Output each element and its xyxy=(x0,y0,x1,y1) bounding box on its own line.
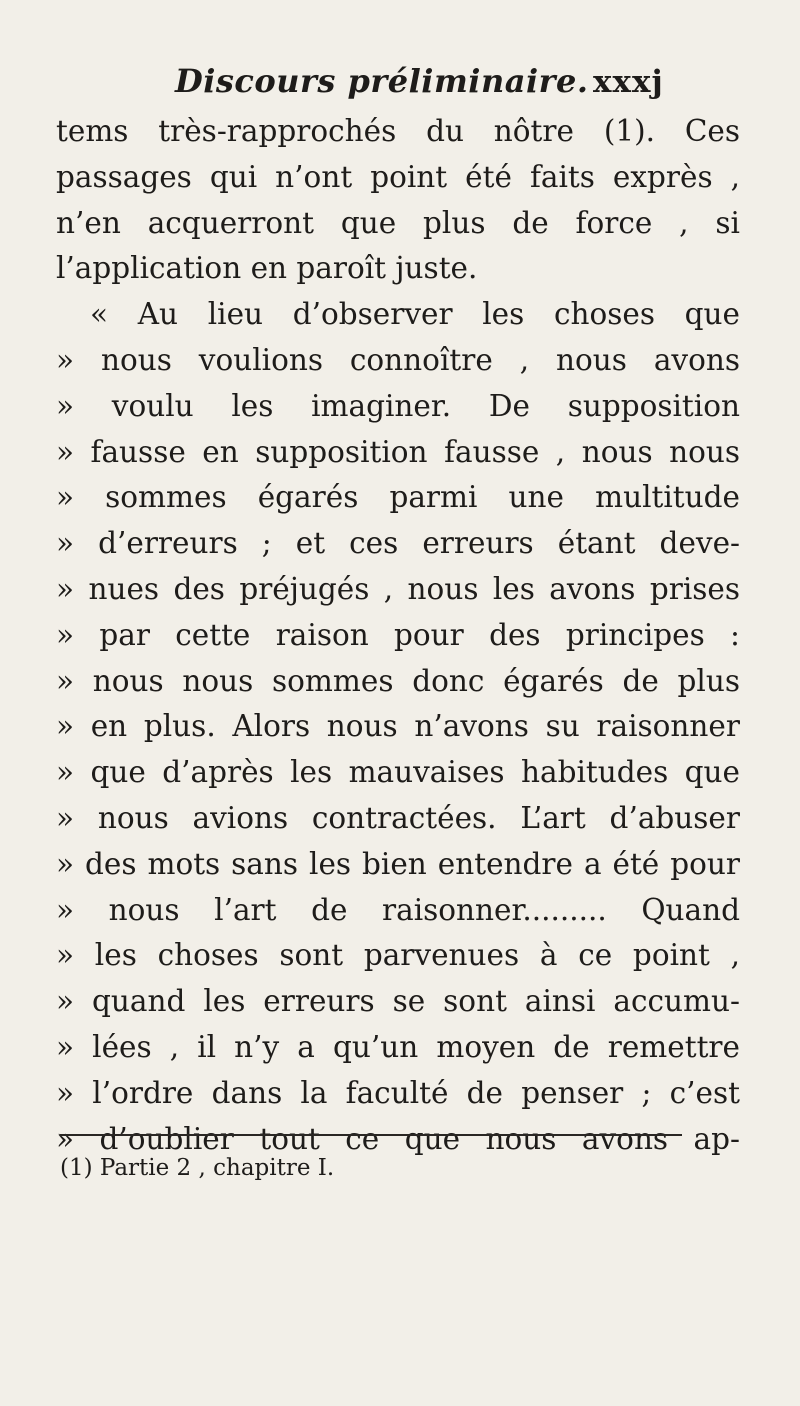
text-line: l’application en paroît juste. xyxy=(56,251,478,286)
quotation-line: » lées , il n’y a qu’un moyen de remettre xyxy=(56,1029,740,1064)
text-line: n’en acquerront que plus de force , si xyxy=(56,205,740,240)
quotation-line: » nous nous sommes donc égarés de plus xyxy=(56,663,740,698)
quotation-line: » par cette raison pour des principes : xyxy=(56,617,740,652)
quotation-line: « Au lieu d’observer les choses que xyxy=(90,297,740,332)
page-number: xxxj xyxy=(593,64,664,100)
text-line: passages qui n’ont point été faits exprès , xyxy=(56,159,740,194)
quotation-line: » sommes égarés parmi une multitude xyxy=(56,480,740,515)
quotation-line: » nous l’art de raisonner......... Quand xyxy=(56,892,740,927)
body-text xyxy=(56,109,740,1162)
quotation-line: » quand les erreurs se sont ainsi accumu- xyxy=(56,984,740,1019)
running-title: Discours préliminaire. xyxy=(175,62,589,100)
footnote-rule xyxy=(60,1134,682,1136)
quotation-line: » les choses sont parvenues à ce point , xyxy=(56,938,740,973)
quotation-line: » nues des préjugés , nous les avons prises xyxy=(56,571,740,606)
quotation-line: » l’ordre dans la faculté de penser ; c’est xyxy=(56,1075,740,1110)
footnote: (1) Partie 2 , chapitre I. xyxy=(60,1155,335,1181)
quotation-line: » en plus. Alors nous n’avons su raisonner xyxy=(56,709,740,744)
quotation-line: » fausse en supposition fausse , nous nous xyxy=(56,434,740,469)
quotation-line: » voulu les imaginer. De supposition xyxy=(56,388,740,423)
quotation-line: » que d’après les mauvaises habitudes que xyxy=(56,755,740,790)
text-line: tems très-rapprochés du nôtre (1). Ces xyxy=(56,114,740,148)
quotation-line: » des mots sans les bien entendre a été pour xyxy=(56,846,740,881)
page-header xyxy=(0,62,800,112)
quotation-line: » d’oublier tout ce que nous avons ap- xyxy=(56,1121,740,1156)
quotation-line: » nous avions contractées. L’art d’abuser xyxy=(56,800,740,835)
quotation-line: » nous voulions connoître , nous avons xyxy=(56,342,740,377)
quotation-line: » d’erreurs ; et ces erreurs étant deve- xyxy=(56,526,740,561)
